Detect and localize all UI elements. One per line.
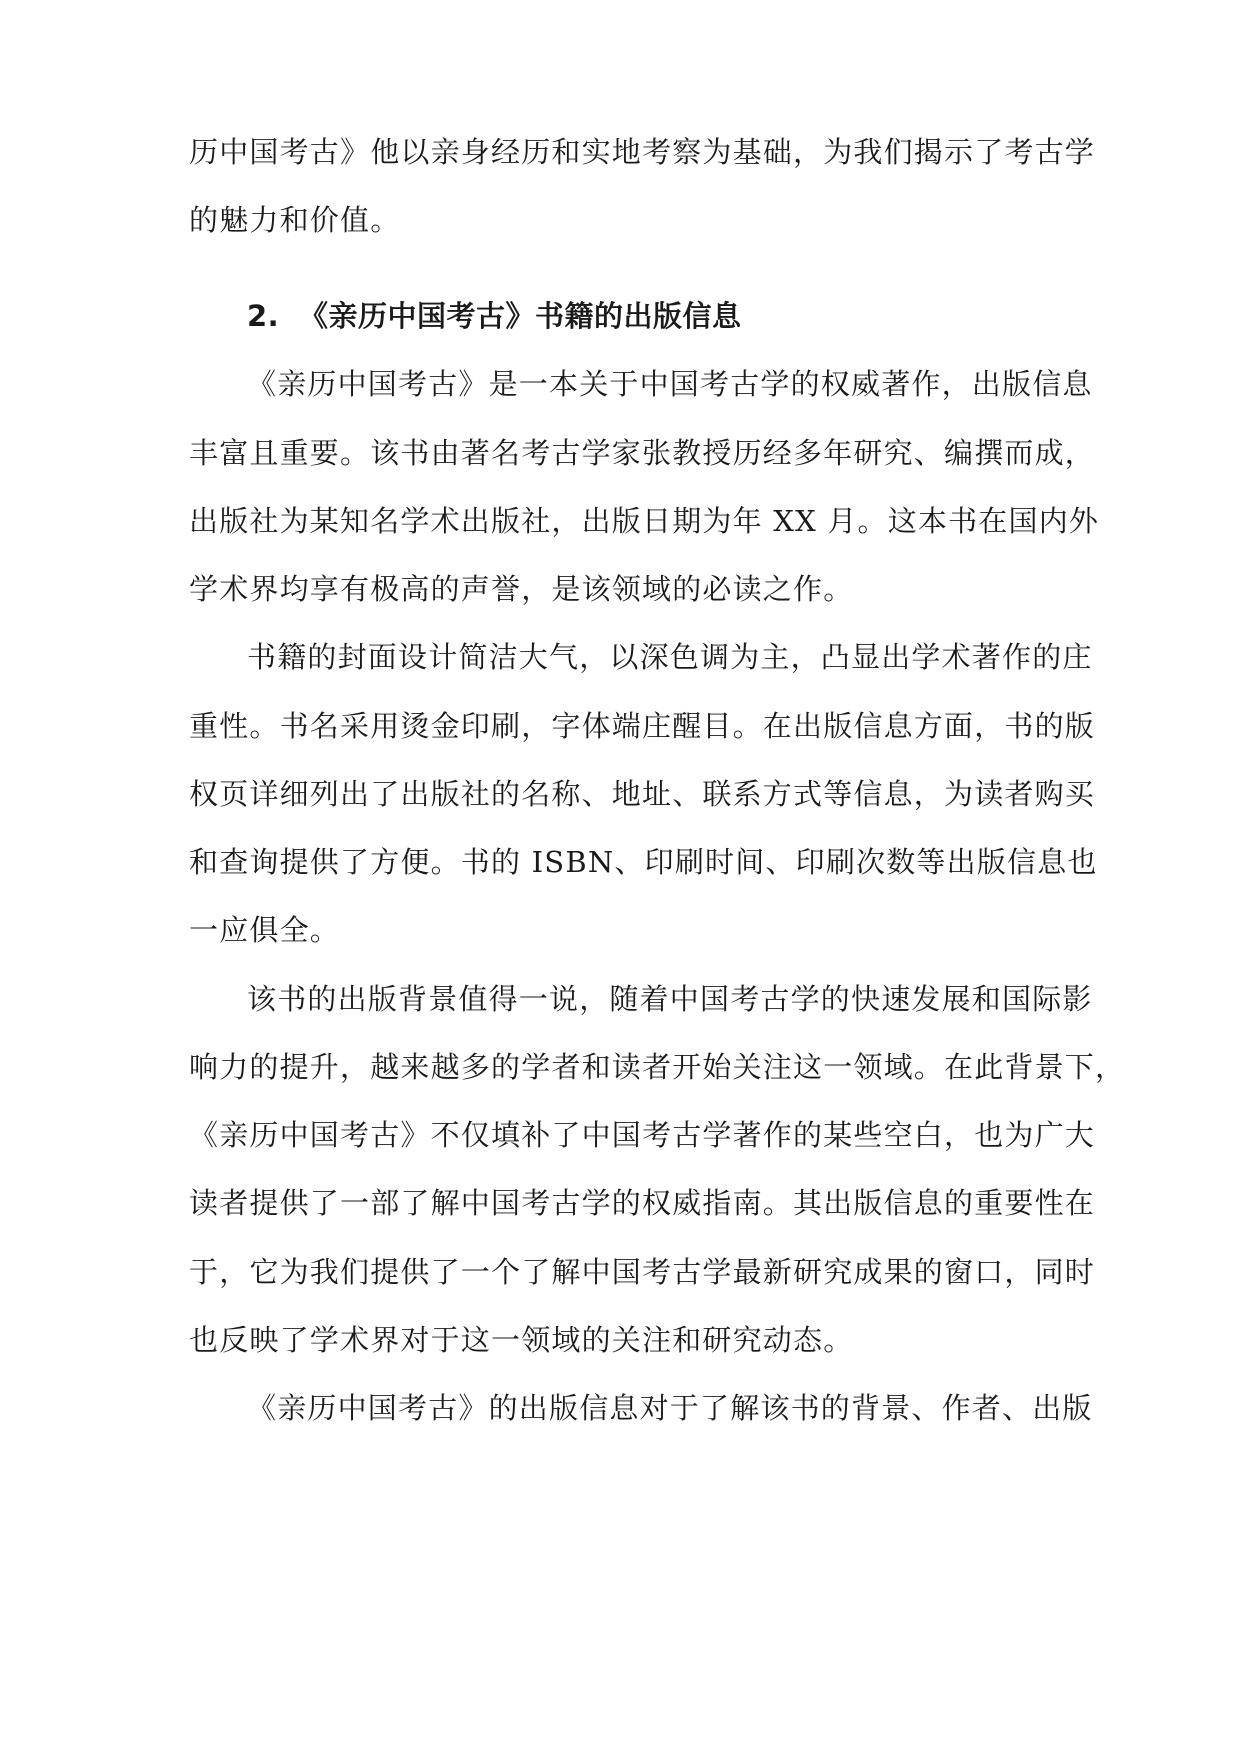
- intro-line-1: 历中国考古》他以亲身经历和实地考察为基础，为我们揭示了考古学: [189, 135, 1096, 169]
- paragraph-3-line-4: 读者提供了一部了解中国考古学的权威指南。其出版信息的重要性在: [189, 1186, 1096, 1220]
- paragraph-3-line-2: 响力的提升，越来越多的学者和读者开始关注这一领域。在此背景下，: [189, 1050, 1126, 1084]
- paragraph-2-line-3: 权页详细列出了出版社的名称、地址、联系方式等信息，为读者购买: [189, 777, 1096, 811]
- section-heading: [247, 296, 742, 336]
- paragraph-1-line-4: 学术界均享有极高的声誉，是该领域的必读之作。: [189, 572, 854, 606]
- paragraph-3-line-1: 该书的出版背景值得一说，随着中国考古学的快速发展和国际影: [247, 982, 1093, 1016]
- paragraph-2-line-2: 重性。书名采用烫金印刷，字体端庄醒目。在出版信息方面，书的版: [189, 709, 1096, 743]
- paragraph-1-line-2: 丰富且重要。该书由著名考古学家张教授历经多年研究、编撰而成，: [189, 436, 1096, 470]
- paragraph-3-line-3: 《亲历中国考古》不仅填补了中国考古学著作的某些空白，也为广大: [189, 1118, 1096, 1152]
- paragraph-4-line-1: 《亲历中国考古》的出版信息对于了解该书的背景、作者、出版: [247, 1391, 1093, 1425]
- intro-line-2: 的魅力和价值。: [189, 203, 401, 237]
- paragraph-3-line-5: 于，它为我们提供了一个了解中国考古学最新研究成果的窗口，同时: [189, 1255, 1096, 1289]
- paragraph-1-line-3: 出版社为某知名学术出版社，出版日期为年 XX 月。这本书在国内外: [189, 504, 1100, 538]
- paragraph-2-line-4: 和查询提供了方便。书的 ISBN、印刷时间、印刷次数等出版信息也: [189, 845, 1098, 879]
- paragraph-1-line-1: 《亲历中国考古》是一本关于中国考古学的权威著作，出版信息: [247, 367, 1093, 401]
- section-number: 2.: [247, 299, 280, 333]
- section-title: 《亲历中国考古》书籍的出版信息: [299, 299, 742, 333]
- paragraph-2-line-5: 一应俱全。: [189, 913, 341, 947]
- paragraph-2-line-1: 书籍的封面设计简洁大气，以深色调为主，凸显出学术著作的庄: [247, 640, 1093, 674]
- paragraph-3-line-6: 也反映了学术界对于这一领域的关注和研究动态。: [189, 1323, 854, 1357]
